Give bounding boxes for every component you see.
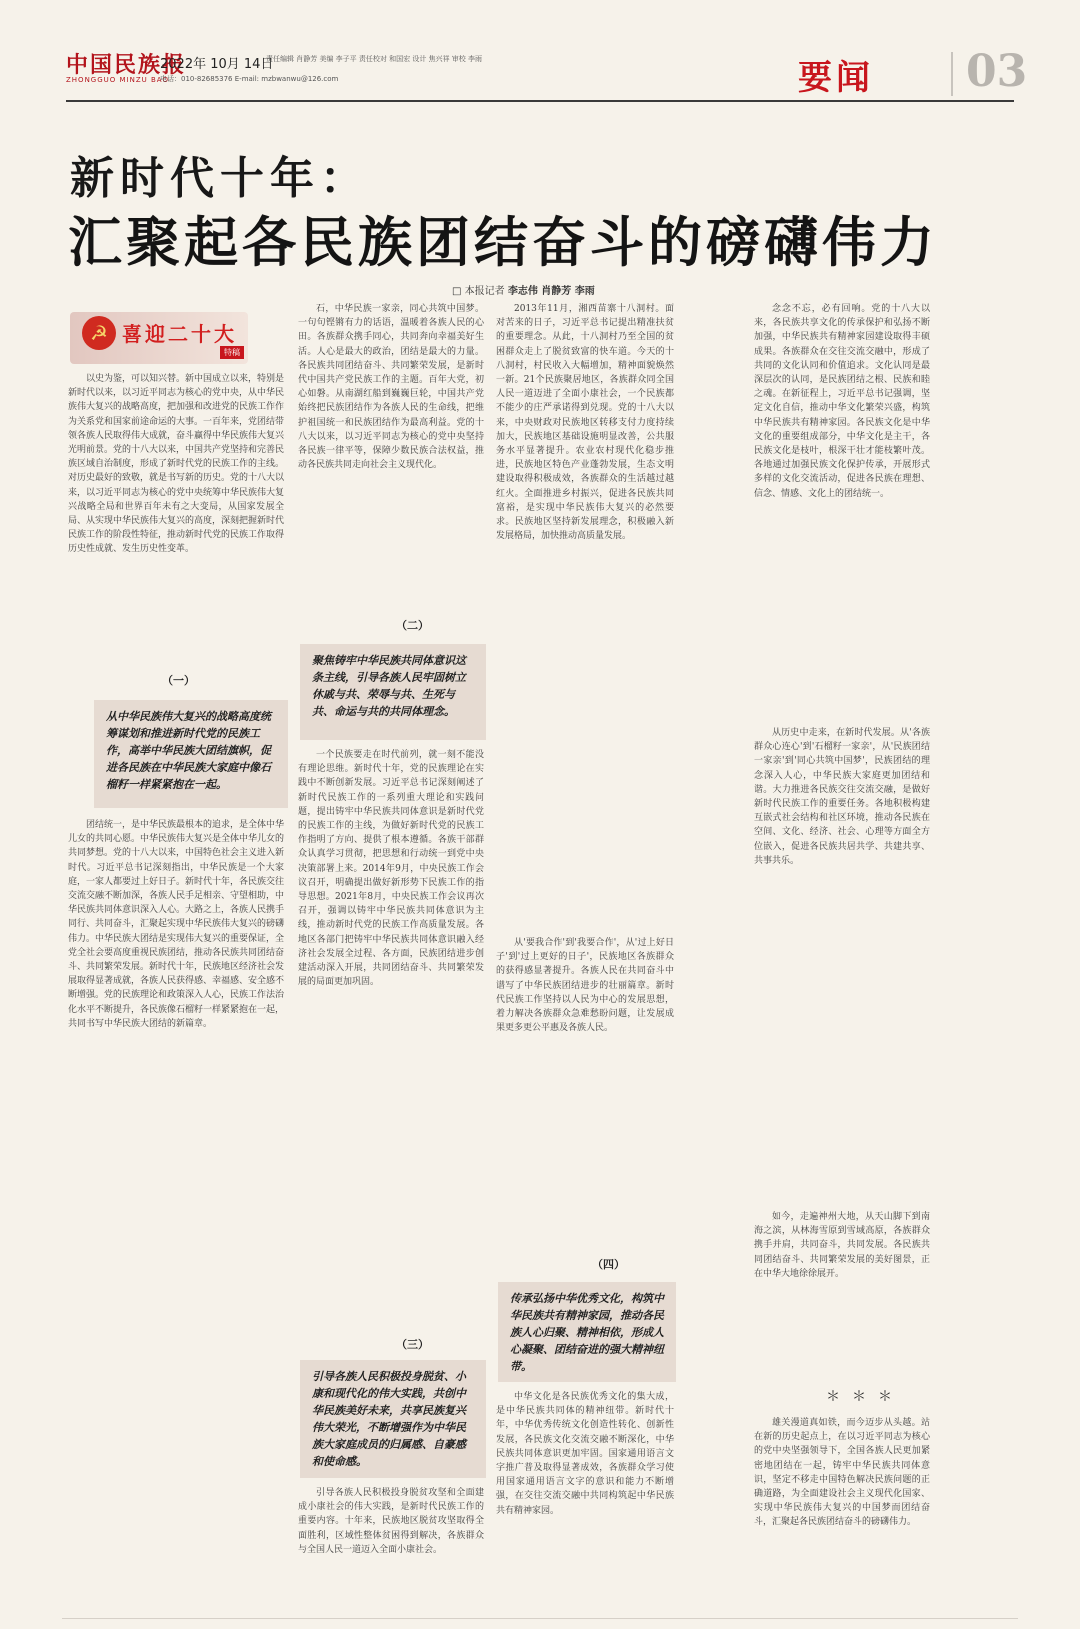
party-emblem-icon: ☭	[82, 316, 116, 350]
masthead	[66, 46, 1028, 108]
contact-info: 电话：010-82685376 E-mail: mzbwanwu@126.com	[160, 75, 339, 83]
byline-prefix: □ 本报记者	[452, 286, 505, 297]
issue-date: 2022年 10月 14日	[160, 57, 274, 72]
banner-title: 喜迎二十大	[122, 322, 237, 346]
pull-quote-2: 聚焦铸牢中华民族共同体意识这条主线，引导各族人民牢固树立休戚与共、荣辱与共、生死与共、命运与共的共同体理念。	[300, 644, 486, 740]
masthead-rule	[66, 100, 1014, 102]
banner-tag: 特稿	[220, 346, 244, 359]
body-text: 念念不忘，必有回响。党的十八大以来，各民族共享文化的传承保护和弘扬不断加强，中华民族共有精神家园建设取得丰硕成果。各族群众在交往交流交融中，形成了共同的文化认同和价值追求。文化认同是最深层次的认同，是民族团结之根、民族和睦之魂。在新征程上，习近平总书记强调，坚定文化自信，推动中华文化繁荣兴盛，构筑中华民族共有精神家园。各民族文化是中华文化的重要组成部分，中华文化是主干，各民族文化是枝叶，根深干壮才能枝繁叶茂。各地通过加强民族文化保护传承，开展形式多样的文化交流活动，促进各民族在理想、信念、情感、文化上的团结统一。	[754, 304, 930, 499]
masthead-divider	[951, 52, 953, 96]
article-column-2c	[298, 1486, 484, 1614]
section-heading-1: （一）	[162, 674, 195, 687]
newspaper-logo: 中国民族报	[66, 52, 187, 78]
body-text: 团结统一，是中华民族最根本的追求，是全体中华儿女的共同心愿。中华民族伟大复兴是全体中华儿女的共同梦想。党的十八大以来，中国特色社会主义进入新时代。习近平总书记深刻指出，中华民族是一个大家庭，一家人都要过上好日子。新时代十年，各民族交往交流交融不断加深，各族人民手足相亲、守望相助，中华民族共同体意识深入人心。大路之上，各族人民携手同行、共同奋斗，汇聚起实现中华民族伟大复兴的磅礴伟力。中华民族大团结是实现伟大复兴的重要保证，全党全社会要高度重视民族团结，推动各民族共同团结奋斗、共同繁荣发展。新时代十年，民族地区经济社会发展取得显著成就，各族人民获得感、幸福感、安全感不断增强。党的民族理论和政策深入人心，民族工作法治化水平不断提升，各民族像石榴籽一样紧紧抱在一起，共同书写中华民族大团结的新篇章。	[68, 820, 284, 1029]
headline-main: 汇聚起各民族团结奋斗的磅礴伟力	[68, 211, 938, 274]
article-column-3a	[496, 302, 674, 934]
body-text: 引导各族人民积极投身脱贫攻坚和全面建成小康社会的伟大实践，是新时代民族工作的重要内容。十年来，民族地区脱贫攻坚取得全面胜利，区域性整体贫困得到解决，各族群众与全国人民一道迈入全面小康社会。	[298, 1488, 484, 1555]
page-bottom-rule	[62, 1618, 1018, 1619]
byline	[452, 282, 595, 297]
body-text: 雄关漫道真如铁，而今迈步从头越。站在新的历史起点上，在以习近平同志为核心的党中央坚强领导下，全国各族人民更加紧密地团结在一起，铸牢中华民族共同体意识，坚定不移走中国特色解决民族问题的正确道路，为全面建设社会主义现代化国家、实现中华民族伟大复兴的中国梦而团结奋斗，汇聚起各民族团结奋斗的磅礴伟力。	[754, 1418, 930, 1528]
article-column-3b	[496, 936, 674, 1254]
body-text: 从历史中走来，在新时代发展。从'各族群众心连心'到'石榴籽一家亲'，从'民族团结一家亲'到'同心共筑中国梦'，民族团结的理念深入人心，中华民族大家庭更加团结和谐。大力推进各民族交往交流交融，是做好新时代民族工作的重要任务。各地积极构建互嵌式社会结构和社区环境，推动各民族在空间、文化、经济、社会、心理等方面全方位嵌入，促进各民族共居共学、共建共享、共事共乐。	[754, 728, 930, 866]
page-number: 03	[966, 46, 1028, 97]
body-text: 一个民族要走在时代前列，就一刻不能没有理论思维。新时代十年，党的民族理论在实践中不断创新发展。习近平总书记深刻阐述了新时代民族工作的一系列重大理论和实践问题，提出铸牢中华民族共同体意识是新时代党的民族工作的主线，为做好新时代党的民族工作指明了方向、提供了根本遵循。各族干部群众认真学习贯彻，把思想和行动统一到党中央决策部署上来。2014年9月，中央民族工作会议召开，明确提出做好新形势下民族工作的指导思想。2021年8月，中央民族工作会议再次召开，强调以铸牢中华民族共同体意识为主线，推动新时代党的民族工作高质量发展。各地区各部门把铸牢中华民族共同体意识融入经济社会发展全过程、各方面，民族团结进步创建活动深入开展，共同团结奋斗、共同繁荣发展的局面更加巩固。	[298, 750, 484, 988]
body-text: 如今，走遍神州大地，从天山脚下到南海之滨，从林海雪原到雪域高原，各族群众携手并肩，共同奋斗，共同发展。各民族共同团结奋斗、共同繁荣发展的美好图景，正在中华大地徐徐展开。	[754, 1212, 930, 1279]
pull-quote-1: 从中华民族伟大复兴的战略高度统筹谋划和推进新时代党的民族工作，高举中华民族大团结旗帜，促进各民族在中华民族大家庭中像石榴籽一样紧紧抱在一起。	[94, 700, 288, 808]
section-heading-4: （四）	[592, 1258, 625, 1271]
article-column-2b	[298, 748, 484, 1332]
special-feature-banner	[70, 312, 248, 364]
editor-credits: 责任编辑 肖静芳 美编 李子平 责任校对 和国宏 设计 焦兴祥 审校 李雨	[266, 55, 483, 63]
article-column-4d	[754, 1416, 930, 1614]
article-column-4b	[754, 726, 930, 1206]
body-text: 从'要我合作'到'我要合作'，从'过上好日子'到'过上更好的日子'，民族地区各族群众的获得感显著提升。各族人民在共同奋斗中谱写了中华民族团结进步的壮丽篇章。新时代民族工作坚持以人民为中心的发展思想，着力解决各族群众急难愁盼问题，让发展成果更多更公平惠及各族人民。	[496, 938, 674, 1034]
body-text: 中华文化是各民族优秀文化的集大成，是中华民族共同体的精神纽带。新时代十年，中华优秀传统文化创造性转化、创新性发展，各民族文化交流交融不断深化，中华民族共同体意识更加牢固。国家通用语言文字推广普及取得显著成效，各族群众学习使用国家通用语言文字的意识和能力不断增强，在交往交流交融中共同构筑起中华民族共有精神家园。	[496, 1392, 674, 1516]
article-column-3c	[496, 1390, 674, 1614]
body-text: 石，中华民族一家亲，同心共筑中国梦。一句句铿锵有力的话语，温暖着各族人民的心田。各族群众携手同心，共同奔向幸福美好生活。人心是最大的政治，团结是最大的力量。各民族共同团结奋斗、共同繁荣发展，是新时代中国共产党民族工作的主题。百年大党，初心如磐。从南湖红船到巍巍巨轮，中国共产党始终把民族团结作为各族人民的生命线，把维护祖国统一和民族团结作为最高利益。党的十八大以来，以习近平同志为核心的党中央坚持各民族一律平等，保障少数民族合法权益，推动各民族共同走向社会主义现代化。	[298, 304, 484, 471]
article-column-2a	[298, 302, 484, 612]
section-ornament: ＊＊＊	[826, 1389, 904, 1405]
article-column-4c	[754, 1210, 930, 1380]
newspaper-logo-pinyin: ZHONGGUO MINZU BAO	[66, 76, 169, 84]
article-column-4a	[754, 302, 930, 722]
body-text: 以史为鉴，可以知兴替。新中国成立以来，特别是新时代以来，以习近平同志为核心的党中央，从中华民族伟大复兴的战略高度，把加强和改进党的民族工作作为关系党和国家前途命运的大事。一百年来，党团结带领各族人民取得伟大成就，奋斗赢得中华民族伟大复兴光明前景。党的十八大以来，中国共产党坚持和完善民族区域自治制度，形成了新时代党的民族工作的主线。对历史最好的致敬，就是书写新的历史。党的十八大以来，以习近平同志为核心的党中央统筹中华民族伟大复兴战略全局和世界百年未有之大变局，从国家发展全局、从实现中华民族伟大复兴的高度，深刻把握新时代民族工作的阶段性特征，推动新时代党的民族工作取得历史性成就、发生历史性变革。	[68, 374, 284, 555]
article-column-1a	[68, 372, 284, 662]
pull-quote-3: 引导各族人民积极投身脱贫、小康和现代化的伟大实践，共创中华民族美好未来，共享民族复兴伟大荣光，不断增强作为中华民族大家庭成员的归属感、自豪感和使命感。	[300, 1360, 486, 1478]
body-text: 2013年11月，湘西苗寨十八洞村。面对苦来的日子，习近平总书记提出精准扶贫的重要理念。从此，十八洞村乃至全国的贫困群众走上了脱贫致富的快车道。今天的十八洞村，村民收入大幅增加，精神面貌焕然一新。21个民族聚居地区，各族群众同全国人民一道迈进了全面小康社会，一个民族都不能少的庄严承诺得到兑现。党的十八大以来，中央财政对民族地区转移支付力度持续加大，民族地区基础设施明显改善，公共服务水平显著提升。农业农村现代化稳步推进，民族地区特色产业蓬勃发展，生态文明建设取得积极成效，各族群众的生活越过越红火。全面推进乡村振兴，促进各民族共同富裕，是实现中华民族伟大复兴的必然要求。民族地区坚持新发展理念，积极融入新发展格局，加快推动高质量发展。	[496, 304, 674, 542]
pull-quote-4: 传承弘扬中华优秀文化，构筑中华民族共有精神家园，推动各民族人心归聚、精神相依，形成人心凝聚、团结奋进的强大精神纽带。	[498, 1282, 676, 1382]
article-column-1b	[68, 818, 284, 1614]
section-heading-2: （二）	[396, 619, 429, 632]
section-heading-3: （三）	[396, 1338, 429, 1351]
headline-kicker: 新时代十年：	[70, 153, 370, 204]
section-name: 要闻	[798, 58, 874, 98]
byline-names: 李志伟 肖静芳 李雨	[507, 286, 595, 297]
